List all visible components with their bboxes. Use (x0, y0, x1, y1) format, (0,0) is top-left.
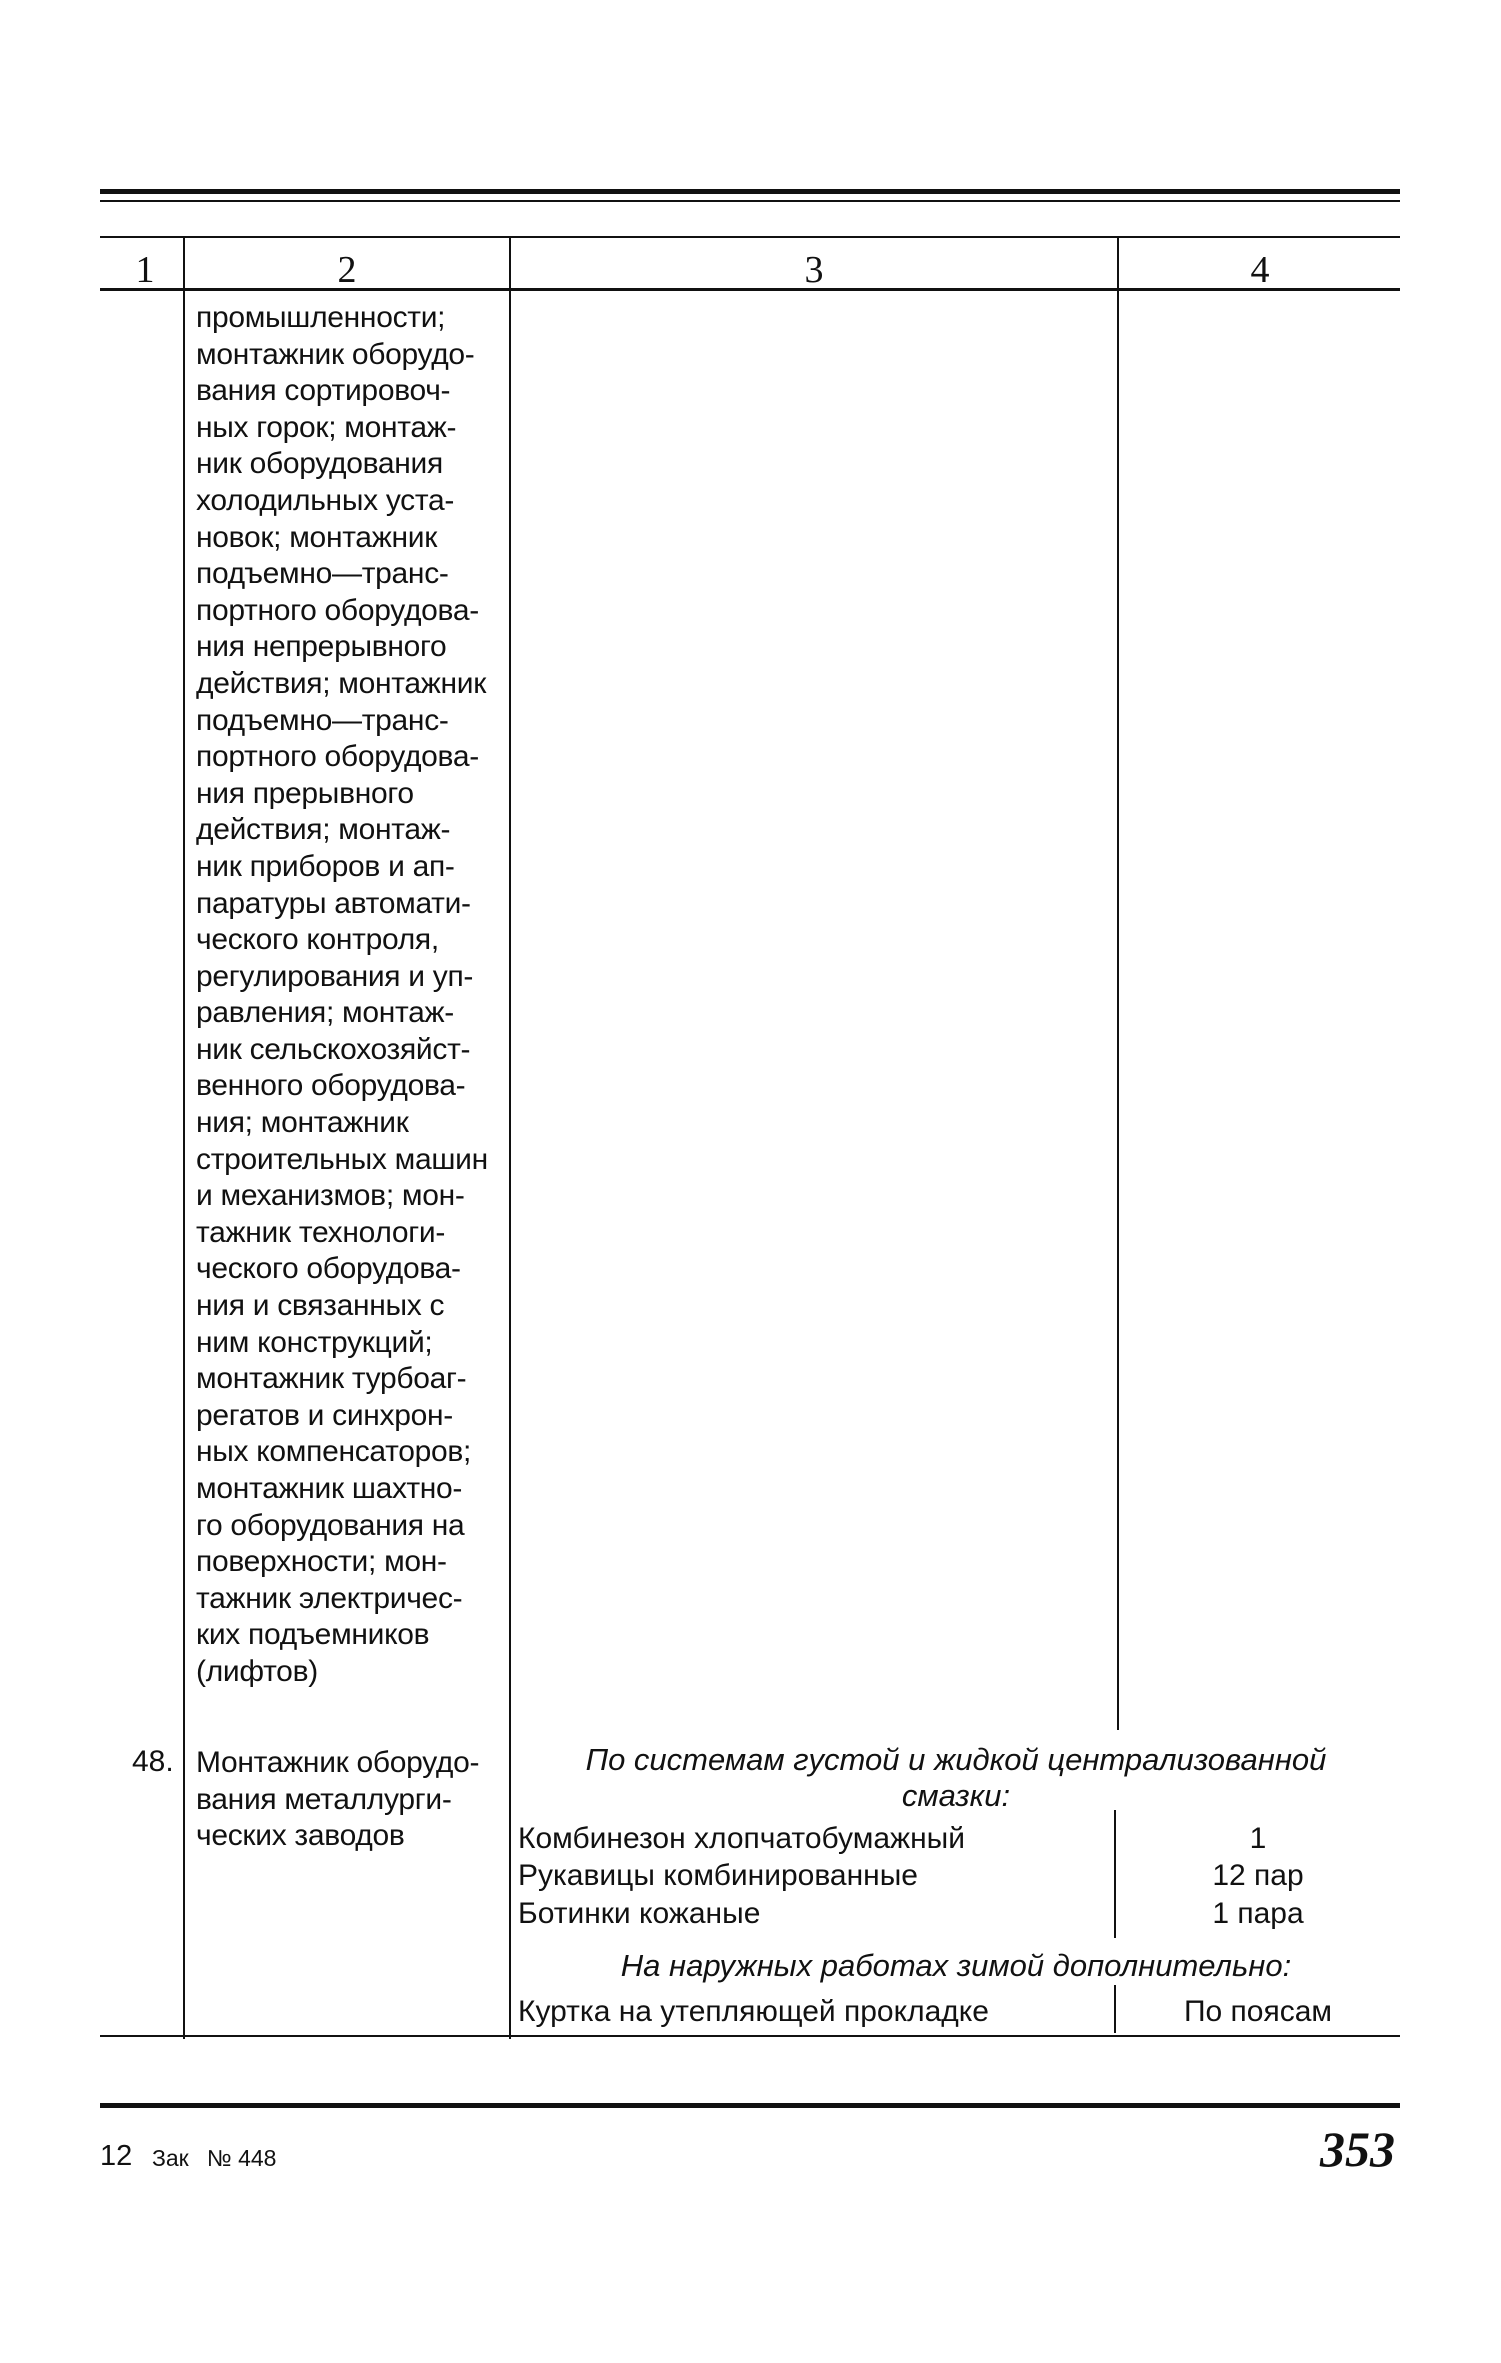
profession-line: ния и связанных с (196, 1289, 445, 1323)
table-bottom-border (100, 2035, 1400, 2037)
profession-line: действия; монтажник (196, 666, 487, 700)
profession-line: регулирования и уп- (196, 959, 474, 993)
footer-order-label: Зак (152, 2145, 189, 2171)
footer-order-number: № 448 (207, 2145, 277, 2171)
profession-line: ческого контроля, (196, 923, 439, 957)
profession-line: ник сельскохозяйст- (196, 1032, 471, 1066)
section-title-lubrication-cont: смазки: (901, 1778, 1011, 1813)
profession-line: и механизмов; мон- (196, 1179, 465, 1213)
profession-line: ных горок; монтаж- (196, 410, 457, 444)
profession-line: холодильных уста- (196, 483, 455, 517)
item-name: Ботинки кожаные (518, 1897, 761, 1930)
page-number: 353 (1320, 2121, 1395, 2177)
header-col-3: 3 (804, 249, 824, 291)
profession-line: вания металлурги- (196, 1782, 452, 1816)
col-divider-3-items2 (1114, 1985, 1116, 2033)
col-divider-3-items (1114, 1810, 1116, 1938)
profession-line: портного оборудова- (196, 593, 479, 627)
profession-line: ним конструкций; (196, 1325, 433, 1359)
profession-line: ния прерывного (196, 776, 414, 810)
profession-line: ческих заводов (196, 1819, 405, 1853)
profession-line: ческого оборудова- (196, 1252, 461, 1286)
profession-line: паратуры автомати- (196, 886, 471, 920)
item-qty: По поясам (1183, 1995, 1333, 2028)
top-rule-thin (100, 200, 1400, 202)
profession-line: строительных машин (196, 1142, 488, 1176)
section-title-lubrication: По системам густой и жидкой централизованной (585, 1742, 1327, 1777)
profession-line: регатов и синхрон- (196, 1398, 453, 1432)
profession-line: равления; монтаж- (196, 996, 454, 1030)
profession-line: подъемно—транс- (196, 703, 449, 737)
profession-line: монтажник шахтно- (196, 1472, 463, 1505)
profession-line: монтажник оборудо- (196, 337, 475, 371)
profession-line: вания сортировоч- (196, 374, 451, 408)
item-qty: 1 пара (1212, 1897, 1304, 1930)
profession-line: тажник электричес- (196, 1581, 463, 1615)
profession-line: венного оборудова- (196, 1069, 466, 1103)
footer-sheet: 12 (100, 2140, 133, 2172)
profession-continuation (196, 300, 516, 1691)
profession-line: монтажник турбоаг- (196, 1362, 467, 1396)
profession-line: новок; монтажник (196, 520, 438, 554)
item-qty: 1 (1249, 1822, 1267, 1855)
col-divider-1 (183, 238, 185, 2039)
row-number: 48. (132, 1745, 174, 1778)
profession-line: ник оборудования (196, 447, 443, 481)
top-rule-thick (100, 189, 1400, 194)
header-col-1: 1 (135, 249, 155, 291)
row48-profession (196, 1745, 516, 1855)
profession-line: тажник технологи- (196, 1215, 446, 1249)
header-col-4: 4 (1250, 249, 1270, 291)
col-divider-3-upper (1117, 238, 1119, 1730)
profession-line: ких подъемников (196, 1618, 430, 1652)
profession-line: Монтажник оборудо- (196, 1746, 480, 1779)
profession-line: действия; монтаж- (196, 813, 451, 847)
header-top-border (100, 236, 1400, 238)
section-title-winter: На наружных работах зимой дополнительно: (620, 1948, 1292, 1983)
item-name: Комбинезон хлопчатобумажный (518, 1822, 965, 1855)
profession-line: го оборудования на (196, 1508, 465, 1542)
profession-line: (лифтов) (196, 1654, 318, 1688)
profession-line: поверхности; мон- (196, 1545, 447, 1579)
profession-line: портного оборудова- (196, 740, 479, 774)
item-name: Куртка на утепляющей прокладке (518, 1995, 989, 2028)
profession-line: подъемно—транс- (196, 557, 449, 591)
profession-line: ных компенсаторов; (196, 1435, 472, 1469)
profession-line: ния; монтажник (196, 1106, 409, 1140)
item-qty: 12 пар (1212, 1859, 1304, 1892)
profession-line: ник приборов и ап- (196, 849, 455, 883)
profession-line: промышленности; (196, 301, 446, 334)
profession-line: ния непрерывного (196, 630, 447, 664)
footer-rule (100, 2103, 1400, 2108)
header-col-2: 2 (337, 249, 357, 291)
item-name: Рукавицы комбинированные (518, 1859, 918, 1892)
